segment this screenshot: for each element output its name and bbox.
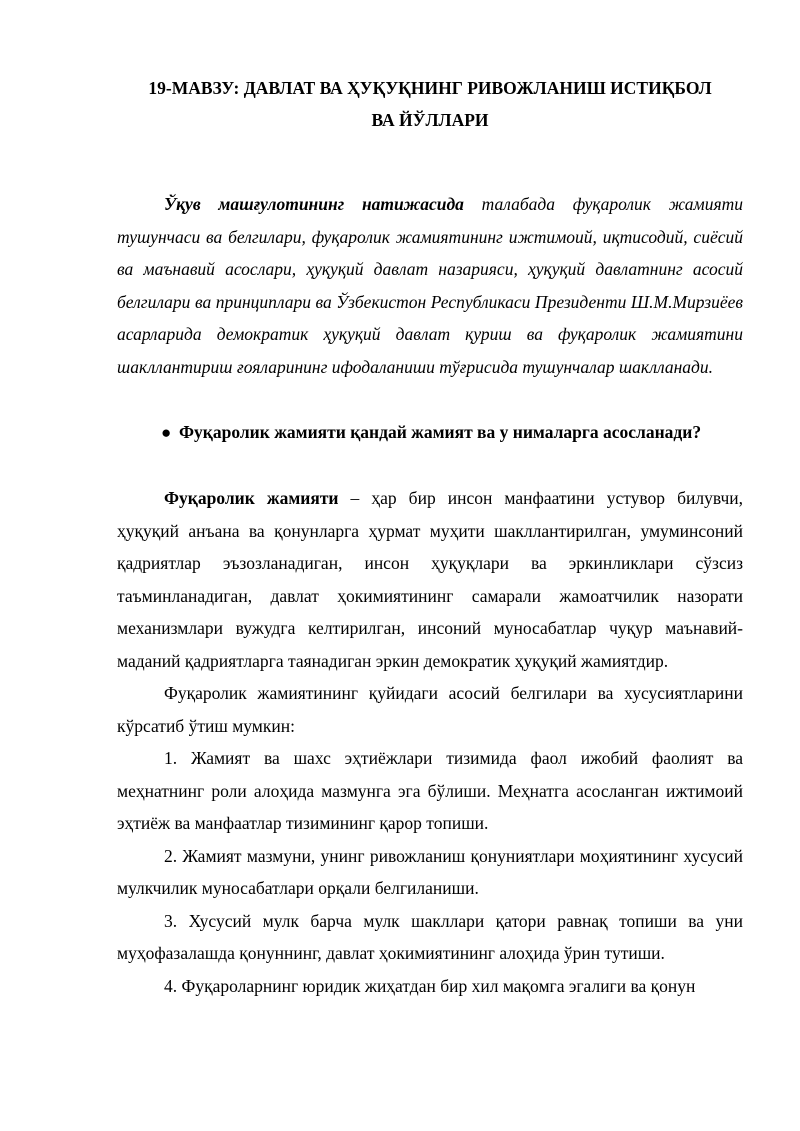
list-item: 3. Хусусий мулк барча мулк шакллари қатори равнақ топиши ва уни муҳофазалашда қонуннинг, давлат ҳокимиятининг алоҳида ўрин тутиши. [117, 910, 743, 963]
features-intro-paragraph: Фуқаролик жамиятининг қуйидаги асосий белгилари ва хусусиятларини кўрсатиб ўтиш мумкин: [117, 683, 743, 736]
learning-outcome-lead: Ўқув машғулотининг натижасида [164, 194, 464, 214]
document-page [117, 72, 743, 1002]
list-item: 2. Жамият мазмуни, унинг ривожланиш қонуниятлари моҳиятининг хусусий мулкчилик муносабатлари орқали белгиланиши. [117, 845, 743, 898]
learning-outcome-text: талабада фуқаролик жамияти тушунчаси ва белгилари, фуқаролик жамиятининг ижтимоий, иқтисодий, сиёсий ва маънавий асослари, ҳуқуқий давлат назарияси, ҳуқуқий давлатнинг асосий белгилари ва принциплари ва Ўзбекистон Республикаси Президенти Ш.М.Мирзиёев асарларида демократик ҳуқуқий давлат қуриш ва фуқаролик жамиятини шакллантириш ғояларининг ифодаланиши тўғрисида тушунчалар шаклланади. [117, 194, 743, 377]
page-title [117, 72, 743, 136]
question-text: Фуқаролик жамияти қандай жамият ва у нималарга асосланади? [179, 422, 702, 442]
title-line-1: 19-МАВЗУ: ДАВЛАТ ВА ҲУҚУҚНИНГ РИВОЖЛАНИШ ИСТИҚБОЛ [148, 78, 712, 98]
list-item: 4. Фуқароларнинг юридик жиҳатдан бир хил мақомга эгалиги ва қонун [164, 975, 696, 996]
definition-paragraph [117, 482, 743, 677]
list-item: 1. Жамият ва шахс эҳтиёжлари тизимида фаол ижобий фаолият ва меҳнатнинг роли алоҳида мазмунга эга бўлиши. Меҳнатга асосланган ижтимоий эҳтиёж ва манфаатлар тизимининг қарор топиши. [117, 748, 743, 833]
title-line-2: ВА ЙЎЛЛАРИ [371, 110, 489, 130]
learning-outcome-paragraph [117, 188, 743, 383]
bullet-icon: ● [161, 423, 172, 442]
definition-text: – ҳар бир инсон манфаатини устувор билувчи, ҳуқуқий анъана ва қонунларга ҳурмат муҳити шакллантирилган, умуминсоний қадриятлар эъзозланадиган, инсон ҳуқуқлари ва эркинликлари сўзсиз таъминланадиган, давлат ҳокимиятининг самарали жамоатчилик назорати механизмлари вужудга келтирилган, инсоний муносабатлар чуқур маънавий-маданий қадриятларга таянадиган эркин демократик ҳуқуқий жамиятдир. [117, 488, 743, 671]
definition-term: Фуқаролик жамияти [164, 488, 339, 508]
question-heading [117, 416, 743, 449]
